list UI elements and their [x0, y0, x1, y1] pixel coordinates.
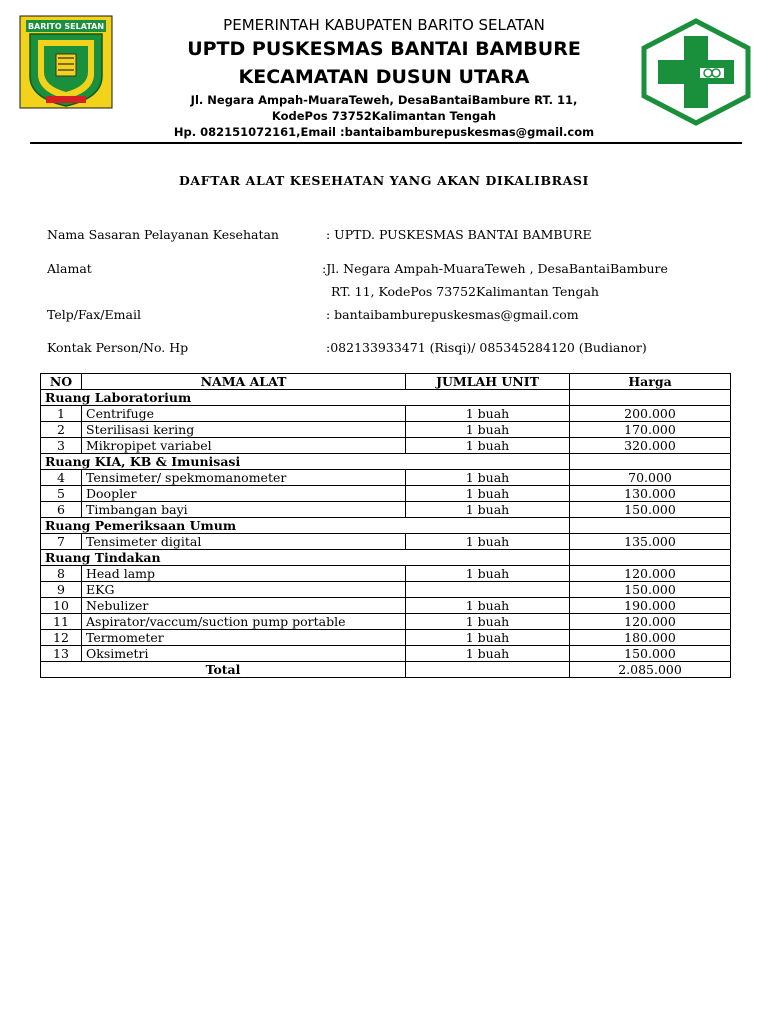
letterhead-institution: UPTD PUSKESMAS BANTAI BAMBURE	[187, 38, 581, 60]
item-name: Tensimeter digital	[82, 534, 406, 550]
table-row	[41, 470, 731, 486]
item-quantity: 1 buah	[406, 422, 570, 438]
item-price: 120.000	[570, 614, 731, 630]
sasaran-label: Nama Sasaran Pelayanan Kesehatan	[47, 227, 279, 242]
table-row	[41, 422, 731, 438]
total-row	[41, 662, 731, 678]
table-row	[41, 406, 731, 422]
section-row	[41, 454, 731, 470]
alamat-value-line1: :Jl. Negara Ampah-MuaraTeweh , DesaBantaiBambure	[322, 261, 668, 276]
item-price: 120.000	[570, 566, 731, 582]
item-name: Oksimetri	[82, 646, 406, 662]
item-no: 8	[41, 566, 82, 582]
letterhead-divider	[30, 142, 742, 144]
section-empty-cell	[570, 550, 731, 566]
item-quantity: 1 buah	[406, 630, 570, 646]
header-harga: Harga	[570, 374, 731, 390]
item-no: 2	[41, 422, 82, 438]
section-name: Ruang Pemeriksaan Umum	[41, 518, 570, 534]
item-price: 135.000	[570, 534, 731, 550]
kontak-label: Kontak Person/No. Hp	[47, 340, 189, 355]
item-no: 9	[41, 582, 82, 598]
item-price: 130.000	[570, 486, 731, 502]
header-nama-alat: NAMA ALAT	[82, 374, 406, 390]
telp-value: : bantaibamburepuskesmas@gmail.com	[326, 307, 579, 322]
section-name: Ruang Laboratorium	[41, 390, 570, 406]
alamat-value-line2: RT. 11, KodePos 73752Kalimantan Tengah	[331, 284, 599, 299]
item-price: 190.000	[570, 598, 731, 614]
item-quantity: 1 buah	[406, 406, 570, 422]
section-empty-cell	[570, 518, 731, 534]
section-row	[41, 518, 731, 534]
section-empty-cell	[570, 390, 731, 406]
item-quantity: 1 buah	[406, 646, 570, 662]
document-title: DAFTAR ALAT KESEHATAN YANG AKAN DIKALIBRASI	[178, 173, 589, 188]
section-empty-cell	[570, 454, 731, 470]
item-no: 3	[41, 438, 82, 454]
item-name: Mikropipet variabel	[82, 438, 406, 454]
letterhead-government: PEMERINTAH KABUPATEN BARITO SELATAN	[223, 16, 545, 34]
item-no: 10	[41, 598, 82, 614]
item-quantity	[406, 582, 570, 598]
item-name: Centrifuge	[82, 406, 406, 422]
item-no: 4	[41, 470, 82, 486]
section-row	[41, 550, 731, 566]
table-row	[41, 438, 731, 454]
letterhead-district: KECAMATAN DUSUN UTARA	[238, 66, 530, 88]
item-no: 11	[41, 614, 82, 630]
total-label: Total	[41, 662, 406, 678]
table-row	[41, 566, 731, 582]
item-quantity: 1 buah	[406, 614, 570, 630]
equipment-table	[40, 373, 731, 678]
item-quantity: 1 buah	[406, 438, 570, 454]
item-name: Sterilisasi kering	[82, 422, 406, 438]
alamat-label: Alamat	[47, 261, 92, 276]
telp-label: Telp/Fax/Email	[47, 307, 141, 322]
item-no: 1	[41, 406, 82, 422]
total-empty-cell	[406, 662, 570, 678]
table-row	[41, 598, 731, 614]
item-price: 150.000	[570, 582, 731, 598]
item-name: Tensimeter/ spekmomanometer	[82, 470, 406, 486]
item-name: Head lamp	[82, 566, 406, 582]
emblem-banner-text: BARITO SELATAN	[27, 22, 105, 31]
item-quantity: 1 buah	[406, 534, 570, 550]
header-no: NO	[41, 374, 82, 390]
table-row	[41, 646, 731, 662]
table-row	[41, 534, 731, 550]
item-no: 12	[41, 630, 82, 646]
header-jumlah-unit: JUMLAH UNIT	[406, 374, 570, 390]
item-price: 320.000	[570, 438, 731, 454]
letterhead-contact: Hp. 082151072161,Email :bantaibamburepuskesmas@gmail.com	[173, 125, 595, 139]
table-row	[41, 486, 731, 502]
item-name: Aspirator/vaccum/suction pump portable	[82, 614, 406, 630]
item-quantity: 1 buah	[406, 598, 570, 614]
item-name: Timbangan bayi	[82, 502, 406, 518]
item-name: Nebulizer	[82, 598, 406, 614]
item-price: 150.000	[570, 502, 731, 518]
item-name: EKG	[82, 582, 406, 598]
item-name: Doopler	[82, 486, 406, 502]
table-row	[41, 582, 731, 598]
total-value: 2.085.000	[570, 662, 731, 678]
item-price: 150.000	[570, 646, 731, 662]
item-quantity: 1 buah	[406, 470, 570, 486]
letterhead-address: Jl. Negara Ampah-MuaraTeweh, DesaBantaiBambure RT. 11,	[190, 93, 578, 107]
item-name: Termometer	[82, 630, 406, 646]
section-name: Ruang KIA, KB & Imunisasi	[41, 454, 570, 470]
section-row	[41, 390, 731, 406]
item-price: 180.000	[570, 630, 731, 646]
section-name: Ruang Tindakan	[41, 550, 570, 566]
item-quantity: 1 buah	[406, 486, 570, 502]
table-row	[41, 614, 731, 630]
table-row	[41, 630, 731, 646]
item-price: 200.000	[570, 406, 731, 422]
item-price: 170.000	[570, 422, 731, 438]
letterhead-postcode: KodePos 73752Kalimantan Tengah	[271, 109, 497, 123]
item-no: 6	[41, 502, 82, 518]
kontak-value: :082133933471 (Risqi)/ 085345284120 (Budianor)	[326, 340, 647, 355]
item-no: 13	[41, 646, 82, 662]
item-price: 70.000	[570, 470, 731, 486]
item-no: 7	[41, 534, 82, 550]
table-row	[41, 502, 731, 518]
item-quantity: 1 buah	[406, 566, 570, 582]
sasaran-value: : UPTD. PUSKESMAS BANTAI BAMBURE	[326, 227, 592, 242]
item-quantity: 1 buah	[406, 502, 570, 518]
table-header-row	[41, 374, 731, 390]
item-no: 5	[41, 486, 82, 502]
